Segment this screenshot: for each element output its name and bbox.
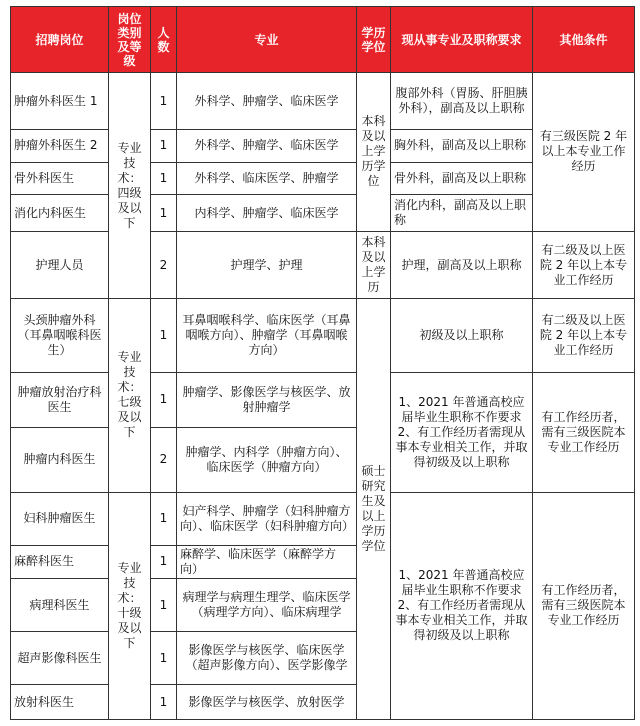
- other-conditions-cell: 有三级医院 2 年以上本专业工作经历: [533, 73, 635, 232]
- title-requirement-cell: 1、2021 年普通高校应届毕业生职称不作要求 2、有工作经历者需现从事本专业相关工作，并取得初级及以上职称: [391, 372, 533, 492]
- major-cell: 外科学、临床医学、肿瘤学: [177, 162, 357, 195]
- header-title-requirement: 现从事专业及职称要求: [391, 7, 533, 73]
- table-row: [11, 372, 635, 427]
- header-post: 招聘岗位: [11, 7, 109, 73]
- major-cell: 影像医学与核医学、临床医学（超声影像方向）、医学影像学: [177, 632, 357, 685]
- table-row: [11, 231, 635, 298]
- count-cell: 1: [151, 162, 177, 195]
- education-cell: 本科及以上学历学位: [357, 73, 391, 232]
- title-requirement-cell: 胸外科，副高及以上职称: [391, 130, 533, 163]
- post-cell: 消化内科医生: [11, 195, 109, 232]
- other-conditions-cell: 有二级及以上医院 2 年以上本专业工作经历: [533, 299, 635, 372]
- title-requirement-cell: 消化内科，副高及以上职称: [391, 195, 533, 232]
- count-cell: 1: [151, 73, 177, 130]
- title-requirement-cell: 腹部外科（胃肠、肝胆胰外科），副高及以上职称: [391, 73, 533, 130]
- major-cell: 外科学、肿瘤学、临床医学: [177, 130, 357, 163]
- header-other-conditions: 其他条件: [533, 7, 635, 73]
- post-cell: 病理科医生: [11, 579, 109, 632]
- education-cell: 本科及以上学历: [357, 231, 391, 298]
- major-cell: 肿瘤学、影像医学与核医学、放射肿瘤学: [177, 372, 357, 427]
- post-cell: 肿瘤外科医生 1: [11, 73, 109, 130]
- count-cell: 1: [151, 685, 177, 720]
- post-cell: 肿瘤放射治疗科医生: [11, 372, 109, 427]
- major-cell: 妇产科学、肿瘤学（妇科肿瘤方向）、临床医学（妇科肿瘤方向）: [177, 492, 357, 545]
- post-cell: 骨外科医生: [11, 162, 109, 195]
- title-requirement-cell: 护理，副高及以上职称: [391, 231, 533, 298]
- count-cell: 1: [151, 372, 177, 427]
- other-conditions-cell: 有工作经历者，需有三级医院本专业工作经历: [533, 492, 635, 719]
- major-cell: 肿瘤学、内科学（肿瘤方向）、临床医学（肿瘤方向）: [177, 427, 357, 492]
- major-cell: 影像医学与核医学、放射医学: [177, 685, 357, 720]
- count-cell: 2: [151, 231, 177, 298]
- post-cell: 超声影像科医生: [11, 632, 109, 685]
- table-row: [11, 492, 635, 545]
- major-cell: 麻醉学、临床医学（麻醉学方向）: [177, 545, 357, 579]
- title-requirement-cell: 初级及以上职称: [391, 299, 533, 372]
- header-category: 岗位类别及等级: [109, 7, 151, 73]
- education-cell: 硕士研究生及以上学历学位: [357, 299, 391, 720]
- count-cell: 1: [151, 195, 177, 232]
- count-cell: 2: [151, 427, 177, 492]
- count-cell: 1: [151, 130, 177, 163]
- recruitment-table: [10, 6, 635, 720]
- count-cell: 1: [151, 299, 177, 372]
- table-row: [11, 299, 635, 372]
- header-major: 专业: [177, 7, 357, 73]
- post-cell: 肿瘤内科医生: [11, 427, 109, 492]
- title-requirement-cell: 骨外科，副高及以上职称: [391, 162, 533, 195]
- post-cell: 麻醉科医生: [11, 545, 109, 579]
- category-cell: 专业技术：十级及以下: [109, 492, 151, 719]
- other-conditions-cell: 有工作经历者，需有三级医院本专业工作经历: [533, 372, 635, 492]
- count-cell: 1: [151, 545, 177, 579]
- count-cell: 1: [151, 492, 177, 545]
- post-cell: 肿瘤外科医生 2: [11, 130, 109, 163]
- post-cell: 妇科肿瘤医生: [11, 492, 109, 545]
- major-cell: 耳鼻咽喉科学、临床医学（耳鼻咽喉方向）、肿瘤学（耳鼻咽喉方向）: [177, 299, 357, 372]
- major-cell: 外科学、肿瘤学、临床医学: [177, 73, 357, 130]
- count-cell: 1: [151, 579, 177, 632]
- count-cell: 1: [151, 632, 177, 685]
- major-cell: 内科学、肿瘤学、临床医学: [177, 195, 357, 232]
- post-cell: 放射科医生: [11, 685, 109, 720]
- major-cell: 护理学、护理: [177, 231, 357, 298]
- post-cell: 护理人员: [11, 231, 109, 298]
- header-count: 人数: [151, 7, 177, 73]
- major-cell: 病理学与病理生理学、临床医学（病理学方向）、临床病理学: [177, 579, 357, 632]
- table-row: [11, 73, 635, 130]
- category-cell: 专业技术：七级及以下: [109, 299, 151, 493]
- header-row: [11, 7, 635, 73]
- other-conditions-cell: 有二级及以上医院 2 年以上本专业工作经历: [533, 231, 635, 298]
- post-cell: 头颈肿瘤外科（耳鼻咽喉科医生）: [11, 299, 109, 372]
- title-requirement-cell: 1、2021 年普通高校应届毕业生职称不作要求 2、有工作经历者需现从事本专业相关工作，并取得初级及以上职称: [391, 492, 533, 719]
- header-education: 学历学位: [357, 7, 391, 73]
- category-cell: 专业技术：四级及以下: [109, 73, 151, 299]
